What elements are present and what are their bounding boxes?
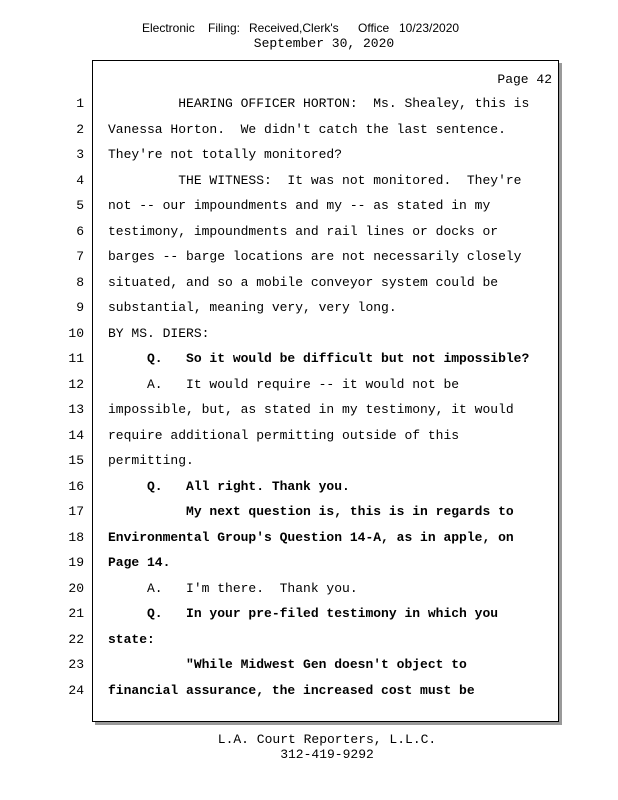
transcript-line: barges -- barge locations are not necessarily closely [108, 249, 522, 264]
line-number: 13 [68, 402, 84, 417]
transcript-line: Page 14. [108, 555, 171, 570]
transcript-line: require additional permitting outside of this [108, 427, 460, 443]
line-number: 17 [68, 504, 84, 519]
transcript-line: Q. In your pre-filed testimony in which you [108, 606, 499, 621]
transcript-line: not -- our impoundments and my -- as stated in my [108, 198, 491, 213]
line-number: 10 [68, 325, 84, 341]
transcript-line: HEARING OFFICER HORTON: Ms. Shealey, this is [108, 96, 530, 111]
filing-office: Office [358, 21, 390, 35]
reporter-phone: 312-419-9292 [280, 747, 374, 762]
transcript-line: "While Midwest Gen doesn't object to [108, 657, 467, 672]
line-number: 5 [76, 198, 84, 213]
line-number: 24 [68, 682, 84, 698]
line-number: 6 [76, 223, 84, 239]
transcript-line: Q. All right. Thank you. [108, 478, 350, 494]
transcript-line: Q. So it would be difficult but not impossible? [108, 351, 530, 366]
filing-label: Filing: [208, 21, 241, 35]
filing-electronic: Electronic [142, 21, 195, 35]
transcript-line: Environmental Group's Question 14-A, as in apple, on [108, 529, 514, 545]
transcript-line: impossible, but, as stated in my testimony, it would [108, 402, 514, 417]
line-number: 18 [68, 529, 84, 545]
reporter-company: L.A. Court Reporters, L.L.C. [217, 732, 437, 747]
line-number: 8 [76, 274, 84, 290]
page-number: Page 42 [497, 72, 552, 87]
filing-received: Received,Clerk's [249, 21, 339, 35]
line-number: 14 [68, 427, 84, 443]
line-number: 2 [76, 121, 84, 137]
footer [0, 732, 618, 762]
line-number: 4 [76, 172, 84, 188]
line-number: 23 [68, 657, 84, 672]
transcript-line: financial assurance, the increased cost must be [108, 682, 475, 698]
line-number: 9 [76, 300, 84, 315]
transcript-line: state: [108, 631, 155, 647]
transcript-line: permitting. [108, 453, 194, 468]
line-number: 20 [68, 580, 84, 596]
line-number: 3 [76, 147, 84, 162]
transcript-line: situated, and so a mobile conveyor system could be [108, 274, 499, 290]
transcript-line: BY MS. DIERS: [108, 325, 210, 341]
line-number: 21 [68, 606, 84, 621]
line-number: 15 [68, 453, 84, 468]
line-number: 7 [76, 249, 84, 264]
line-number: 1 [76, 96, 84, 111]
line-number: 22 [68, 631, 84, 647]
transcript-line: Vanessa Horton. We didn't catch the last sentence. [108, 121, 506, 137]
transcript-line: THE WITNESS: It was not monitored. They're [108, 172, 522, 188]
line-number: 19 [68, 555, 84, 570]
transcript-line: My next question is, this is in regards to [108, 504, 514, 519]
transcript-line: testimony, impoundments and rail lines or docks or [108, 223, 499, 239]
transcript-line: A. I'm there. Thank you. [108, 580, 358, 596]
line-number: 12 [68, 376, 84, 392]
transcript-line: substantial, meaning very, very long. [108, 300, 397, 315]
transcript-line: They're not totally monitored? [108, 147, 343, 162]
line-number: 11 [68, 351, 84, 366]
filing-date: 10/23/2020 [399, 21, 460, 35]
transcript-line: A. It would require -- it would not be [108, 376, 460, 392]
hearing-date: September 30, 2020 [253, 36, 395, 51]
line-number: 16 [68, 478, 84, 494]
